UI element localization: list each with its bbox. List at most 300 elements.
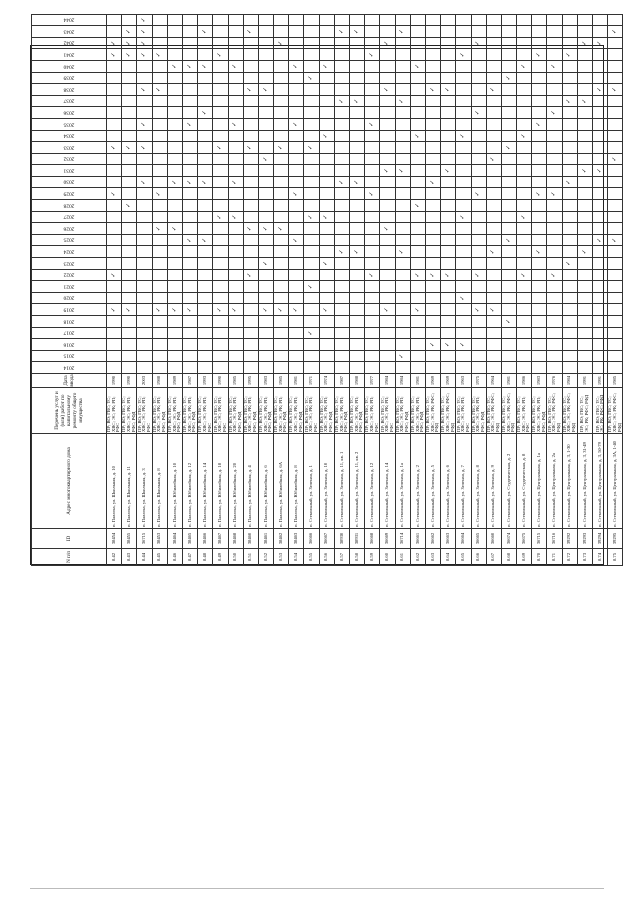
cell-year-2035 <box>122 118 137 130</box>
cell-year-2021 <box>122 281 137 293</box>
cell-address: п. Палатка, ул. Юбилейная, д. 6А <box>274 434 289 529</box>
cell-id: 36665 <box>471 529 486 549</box>
header-year-2031 <box>32 165 107 177</box>
cell-year-2043 <box>213 26 228 38</box>
cell-year-2033 <box>441 142 456 154</box>
cell-id: 36714 <box>395 529 410 549</box>
table-row <box>167 14 182 565</box>
cell-year-2020 <box>289 292 304 304</box>
cell-year-2035 <box>441 118 456 130</box>
table-row <box>319 14 334 565</box>
header-year-2033 <box>32 142 107 154</box>
check-mark-icon: ✓ <box>593 37 608 49</box>
cell-year-2027 <box>334 211 349 223</box>
cell-year-2023 <box>137 258 152 270</box>
cell-year-2029 <box>562 188 577 200</box>
check-mark-icon: ✓ <box>441 165 456 177</box>
cell-year-2024 <box>608 246 623 258</box>
cell-year-2043 <box>532 26 547 38</box>
cell-year-2022 <box>486 269 501 281</box>
cell-year-2037 <box>593 95 608 107</box>
cell-year-2014 <box>380 362 395 374</box>
cell-year-2027 <box>608 211 623 223</box>
cell-year-2019 <box>350 304 365 316</box>
cell-year-2037 <box>456 95 471 107</box>
check-mark-icon: ✓ <box>410 269 425 281</box>
cell-year-2043 <box>486 26 501 38</box>
cell-year-2044 <box>441 14 456 26</box>
cell-year-2020 <box>152 292 167 304</box>
cell-works: ПР; ВО; ГВС; ТС; ХВС; ЭС; РК; РФС; РФД <box>562 388 577 434</box>
cell-year-2015 <box>182 350 197 362</box>
cell-year-2032 <box>122 153 137 165</box>
cell-year-2043 <box>456 26 471 38</box>
cell-year: 1983 <box>532 374 547 388</box>
cell-year-2035 <box>547 118 562 130</box>
check-mark-icon: ✓ <box>471 269 486 281</box>
cell-year-2026 <box>547 223 562 235</box>
header-year-2015 <box>32 350 107 362</box>
cell-year-2038 <box>365 84 380 96</box>
cell-year-2014 <box>228 362 243 374</box>
cell-year-2015 <box>334 350 349 362</box>
cell-year-2036 <box>107 107 122 119</box>
cell-id: 38466 <box>198 529 213 549</box>
cell-year-2034 <box>471 130 486 142</box>
check-mark-icon: ✓ <box>380 304 395 316</box>
cell-year-2039 <box>258 72 273 84</box>
cell-year-2025 <box>350 234 365 246</box>
cell-year-2031 <box>213 165 228 177</box>
cell-year-2024 <box>122 246 137 258</box>
cell-year-2033 <box>198 142 213 154</box>
cell-year-2044 <box>425 14 440 26</box>
cell-year-2039 <box>319 72 334 84</box>
cell-year-2017 <box>517 327 532 339</box>
cell-year-2036 <box>593 107 608 119</box>
cell-year-2043 <box>228 26 243 38</box>
cell-year-2032 <box>365 153 380 165</box>
cell-year-2023 <box>425 258 440 270</box>
cell-year-2040 <box>471 60 486 72</box>
cell-year-2027 <box>532 211 547 223</box>
cell-year-2017 <box>107 327 122 339</box>
check-mark-icon: ✓ <box>243 142 258 154</box>
cell-year-2039 <box>365 72 380 84</box>
cell-year-2037 <box>380 95 395 107</box>
table-row <box>425 14 440 565</box>
cell-year-2014 <box>304 362 319 374</box>
table-row <box>274 14 289 565</box>
check-mark-icon: ✓ <box>304 72 319 84</box>
check-mark-icon: ✓ <box>152 304 167 316</box>
cell-year-2017 <box>243 327 258 339</box>
cell-address: п. Стекольный, ул. Зеленая, д. 2 <box>410 434 425 529</box>
cell-year-2031 <box>167 165 182 177</box>
check-mark-icon: ✓ <box>304 281 319 293</box>
cell-year-2015 <box>532 350 547 362</box>
cell-year-2021 <box>456 281 471 293</box>
cell-year-2037 <box>365 95 380 107</box>
cell-year-2020 <box>228 292 243 304</box>
table-row <box>410 14 425 565</box>
cell-year-2020 <box>304 292 319 304</box>
cell-year-2026 <box>304 223 319 235</box>
cell-year-2028 <box>441 200 456 212</box>
cell-year-2042 <box>365 37 380 49</box>
check-mark-icon: ✓ <box>137 176 152 188</box>
cell-year-2029 <box>228 188 243 200</box>
cell-year-2043 <box>471 26 486 38</box>
header-year-label: 2037 <box>63 97 75 104</box>
cell-year-2022 <box>182 269 197 281</box>
cell-year-2018 <box>380 316 395 328</box>
cell-year-2026 <box>395 223 410 235</box>
cell-year: 1990 <box>213 374 228 388</box>
header-year-label: 2036 <box>63 109 75 116</box>
check-mark-icon: ✓ <box>319 60 334 72</box>
cell-year-2025 <box>228 234 243 246</box>
check-mark-icon: ✓ <box>228 176 243 188</box>
cell-year-2024 <box>182 246 197 258</box>
cell-year-2032 <box>501 153 516 165</box>
cell-year-2034 <box>122 130 137 142</box>
cell-year-2036 <box>441 107 456 119</box>
cell-year-2041 <box>471 49 486 61</box>
cell-year-2028 <box>471 200 486 212</box>
cell-year-2027 <box>395 211 410 223</box>
cell-year-2014 <box>243 362 258 374</box>
check-mark-icon: ✓ <box>122 26 137 38</box>
table-row <box>365 14 380 565</box>
cell-id: 38468 <box>228 529 243 549</box>
cell-year-2038 <box>350 84 365 96</box>
header-year-label: 2044 <box>63 16 75 23</box>
cell-year-2044 <box>547 14 562 26</box>
cell-year-2033 <box>608 142 623 154</box>
check-mark-icon: ✓ <box>213 49 228 61</box>
cell-year-2041 <box>167 49 182 61</box>
cell-year-2025 <box>258 234 273 246</box>
header-year-label: 2032 <box>63 155 75 162</box>
cell-year-2040 <box>562 60 577 72</box>
cell-year-2036 <box>410 107 425 119</box>
cell-year-2032 <box>167 153 182 165</box>
cell-year-2044 <box>380 14 395 26</box>
check-mark-icon: ✓ <box>258 84 273 96</box>
check-mark-icon: ✓ <box>167 176 182 188</box>
header-year-2018 <box>32 316 107 328</box>
check-mark-icon: ✓ <box>213 142 228 154</box>
header-year-2023 <box>32 258 107 270</box>
table-row <box>213 14 228 565</box>
cell-year-2033 <box>517 142 532 154</box>
header-year-label: 2034 <box>63 132 75 139</box>
check-mark-icon: ✓ <box>228 304 243 316</box>
header-year-label: 2039 <box>63 74 75 81</box>
check-mark-icon: ✓ <box>517 211 532 223</box>
cell-year-2017 <box>395 327 410 339</box>
cell-year-2032 <box>274 153 289 165</box>
cell-year-2026 <box>198 223 213 235</box>
cell-year-2017 <box>122 327 137 339</box>
cell-year-2044 <box>593 14 608 26</box>
check-mark-icon: ✓ <box>137 37 152 49</box>
cell-year-2034 <box>304 130 319 142</box>
header-year-2042 <box>32 37 107 49</box>
cell-year-2014 <box>274 362 289 374</box>
header-year-label: 2015 <box>63 353 75 360</box>
cell-year-2018 <box>486 316 501 328</box>
check-mark-icon: ✓ <box>319 304 334 316</box>
cell-year-2017 <box>152 327 167 339</box>
cell-address: п. Палатка, ул. Юбилейная, д. 18 <box>213 434 228 529</box>
cell-year-2015 <box>441 350 456 362</box>
cell-year-2044 <box>167 14 182 26</box>
check-mark-icon: ✓ <box>334 176 349 188</box>
cell-year-2021 <box>152 281 167 293</box>
check-mark-icon: ✓ <box>107 304 122 316</box>
cell-year-2028 <box>395 200 410 212</box>
cell-year-2028 <box>319 200 334 212</box>
cell-year-2034 <box>213 130 228 142</box>
cell-year-2043 <box>182 26 197 38</box>
cell-year-2043 <box>593 26 608 38</box>
cell-year-2026 <box>471 223 486 235</box>
cell-year-2038 <box>517 84 532 96</box>
cell-year-2015 <box>137 350 152 362</box>
table-row <box>258 14 273 565</box>
cell-year-2020 <box>380 292 395 304</box>
cell-works: ПР; ВО; ГВС; ТС; ХВС; ЭС; РК; РФС; РФД <box>441 388 456 434</box>
header-year-2032 <box>32 153 107 165</box>
cell-works: ПР; ВО; ГВС; ТС; ХВС; ЭС; РК; РП; РФС <box>517 388 532 434</box>
header-year-2040 <box>32 60 107 72</box>
cell-address: п. Стекольный, ул. Зеленая, д. 1а <box>395 434 410 529</box>
cell-year-2036 <box>395 107 410 119</box>
check-mark-icon: ✓ <box>289 304 304 316</box>
cell-year-2019 <box>441 304 456 316</box>
cell-year-2044 <box>334 14 349 26</box>
cell-year-2034 <box>547 130 562 142</box>
cell-year-2029 <box>319 188 334 200</box>
cell-num: 8.71 <box>547 549 562 566</box>
cell-id: 38453 <box>152 529 167 549</box>
cell-year-2037 <box>258 95 273 107</box>
header-year-2036 <box>32 107 107 119</box>
cell-year-2016 <box>152 339 167 351</box>
check-mark-icon: ✓ <box>593 84 608 96</box>
cell-year-2028 <box>334 200 349 212</box>
cell-year-2033 <box>456 142 471 154</box>
cell-year-2015 <box>365 350 380 362</box>
cell-year-2039 <box>532 72 547 84</box>
cell-num: 8.46 <box>167 549 182 566</box>
cell-year-2016 <box>471 339 486 351</box>
cell-year-2041 <box>289 49 304 61</box>
cell-year: 1988 <box>152 374 167 388</box>
check-mark-icon: ✓ <box>532 118 547 130</box>
cell-num: 8.55 <box>304 549 319 566</box>
cell-num: 8.51 <box>243 549 258 566</box>
cell-year-2020 <box>319 292 334 304</box>
cell-year-2028 <box>289 200 304 212</box>
cell-year-2019 <box>456 304 471 316</box>
check-mark-icon: ✓ <box>441 339 456 351</box>
cell-year-2031 <box>517 165 532 177</box>
cell-year-2024 <box>167 246 182 258</box>
cell-year-2027 <box>501 211 516 223</box>
cell-year-2024 <box>471 246 486 258</box>
cell-year-2044 <box>243 14 258 26</box>
table-row <box>532 14 547 565</box>
cell-num: 8.42 <box>107 549 122 566</box>
cell-year-2026 <box>334 223 349 235</box>
check-mark-icon: ✓ <box>289 188 304 200</box>
cell-year-2023 <box>304 258 319 270</box>
cell-id: 36669 <box>380 529 395 549</box>
check-mark-icon: ✓ <box>243 223 258 235</box>
cell-works: ПР; ВО; ГВС; ТС; ХВС; ЭС; РК; РП; РФС <box>198 388 213 434</box>
check-mark-icon: ✓ <box>547 60 562 72</box>
cell-id: 36667 <box>319 529 334 549</box>
cell-year-2025 <box>517 234 532 246</box>
cell-year-2015 <box>577 350 592 362</box>
cell-address: п. Палатка, ул. Юбилейная, д. 14 <box>198 434 213 529</box>
cell-id: 39294 <box>593 529 608 549</box>
cell-year-2037 <box>319 95 334 107</box>
cell-year-2017 <box>365 327 380 339</box>
cell-year-2025 <box>486 234 501 246</box>
cell-num: 8.60 <box>380 549 395 566</box>
cell-id: 36716 <box>547 529 562 549</box>
cell-year-2016 <box>365 339 380 351</box>
cell-year-2035 <box>213 118 228 130</box>
cell-year-2021 <box>517 281 532 293</box>
cell-year-2044 <box>289 14 304 26</box>
cell-year-2040 <box>577 60 592 72</box>
cell-year-2028 <box>243 200 258 212</box>
check-mark-icon: ✓ <box>167 223 182 235</box>
cell-year-2014 <box>182 362 197 374</box>
cell-year: 1985 <box>608 374 623 388</box>
header-year-label: 2017 <box>63 329 75 336</box>
cell-year-2029 <box>380 188 395 200</box>
cell-year: 1991 <box>577 374 592 388</box>
cell-year-2041 <box>593 49 608 61</box>
cell-address: п. Стекольный, ул. Зеленая, д. 8 <box>471 434 486 529</box>
cell-year-2035 <box>380 118 395 130</box>
cell-year-2039 <box>213 72 228 84</box>
cell-year-2024 <box>289 246 304 258</box>
cell-year-2021 <box>577 281 592 293</box>
cell-year-2016 <box>258 339 273 351</box>
cell-year: 1971 <box>304 374 319 388</box>
check-mark-icon: ✓ <box>608 26 623 38</box>
cell-num: 8.52 <box>258 549 273 566</box>
cell-num: 8.45 <box>152 549 167 566</box>
check-mark-icon: ✓ <box>289 60 304 72</box>
cell-year-2024 <box>319 246 334 258</box>
check-mark-icon: ✓ <box>441 269 456 281</box>
cell-year-2044 <box>350 14 365 26</box>
check-mark-icon: ✓ <box>577 37 592 49</box>
cell-year-2017 <box>350 327 365 339</box>
cell-year-2017 <box>577 327 592 339</box>
cell-year-2020 <box>593 292 608 304</box>
cell-year-2019 <box>593 304 608 316</box>
cell-year-2026 <box>456 223 471 235</box>
cell-year-2014 <box>213 362 228 374</box>
cell-year-2028 <box>608 200 623 212</box>
cell-year: 1984 <box>395 374 410 388</box>
check-mark-icon: ✓ <box>425 84 440 96</box>
cell-year-2017 <box>608 327 623 339</box>
cell-year-2021 <box>547 281 562 293</box>
cell-year-2042 <box>486 37 501 49</box>
cell-year-2035 <box>471 118 486 130</box>
check-mark-icon: ✓ <box>319 211 334 223</box>
check-mark-icon: ✓ <box>471 37 486 49</box>
cell-year-2038 <box>289 84 304 96</box>
cell-year-2042 <box>395 37 410 49</box>
cell-year-2032 <box>304 153 319 165</box>
cell-year-2020 <box>107 292 122 304</box>
cell-year-2026 <box>107 223 122 235</box>
cell-year-2034 <box>107 130 122 142</box>
cell-num: 8.69 <box>517 549 532 566</box>
cell-year-2031 <box>182 165 197 177</box>
cell-year-2026 <box>486 223 501 235</box>
cell-num: 8.50 <box>228 549 243 566</box>
cell-year-2038 <box>410 84 425 96</box>
table-row <box>441 14 456 565</box>
cell-year-2014 <box>350 362 365 374</box>
cell-year-2031 <box>562 165 577 177</box>
cell-year-2030 <box>410 176 425 188</box>
cell-works: ПР; ВО; ГВС; ТС; ХВС; ЭС; РК; РП; РФС <box>107 388 122 434</box>
cell-year-2027 <box>258 211 273 223</box>
cell-year-2025 <box>577 234 592 246</box>
check-mark-icon: ✓ <box>258 258 273 270</box>
cell-year-2041 <box>380 49 395 61</box>
cell-year-2034 <box>334 130 349 142</box>
cell-year-2028 <box>228 200 243 212</box>
cell-address: п. Стекольный, ул. Зеленая, д. 5 <box>425 434 440 529</box>
cell-year-2027 <box>425 211 440 223</box>
cell-id: 36715 <box>532 529 547 549</box>
cell-year-2017 <box>167 327 182 339</box>
cell-year-2016 <box>486 339 501 351</box>
header-year-label: 2018 <box>63 318 75 325</box>
cell-year-2028 <box>258 200 273 212</box>
cell-year-2015 <box>152 350 167 362</box>
table-row <box>577 14 592 565</box>
cell-year-2032 <box>395 153 410 165</box>
check-mark-icon: ✓ <box>137 142 152 154</box>
cell-year-2029 <box>350 188 365 200</box>
cell-year-2036 <box>562 107 577 119</box>
cell-year-2021 <box>350 281 365 293</box>
cell-year-2039 <box>289 72 304 84</box>
cell-year-2036 <box>425 107 440 119</box>
cell-address: п. Стекольный, ул. Центральная, д. 3А, 1-40 <box>608 434 623 529</box>
cell-year-2032 <box>243 153 258 165</box>
cell-year-2044 <box>258 14 273 26</box>
cell-year-2026 <box>182 223 197 235</box>
cell-year-2036 <box>456 107 471 119</box>
cell-year-2019 <box>395 304 410 316</box>
